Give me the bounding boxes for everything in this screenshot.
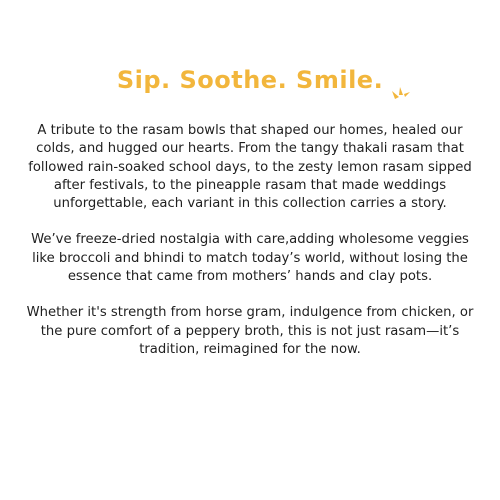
paragraph-tradition: Whether it's strength from horse gram, indulgence from chicken, or the pure comfort of a peppery broth, this is not just rasam—it’s tradition, reimagined for the now. xyxy=(26,305,474,357)
description-text xyxy=(20,122,480,377)
sparkle-icon xyxy=(389,80,413,104)
page-title xyxy=(117,62,383,98)
page-title-text: Sip. Soothe. Smile. xyxy=(116,66,384,94)
paragraph-freeze-dried: We’ve freeze-dried nostalgia with care,adding wholesome veggies like broccoli and bhindi to match today’s world, without losing the essence that came from mothers’ hands and clay pots. xyxy=(31,232,469,285)
title-area xyxy=(0,62,500,98)
paragraph-tribute: A tribute to the rasam bowls that shaped our homes, healed our colds, and hugged our hearts. From the tangy thakali rasam that followed rain-soaked school days, to the zesty lemon rasam sipped after festivals, to the pineapple rasam that made weddings unforgettable, each variant in this collection carries a story. xyxy=(28,123,472,212)
